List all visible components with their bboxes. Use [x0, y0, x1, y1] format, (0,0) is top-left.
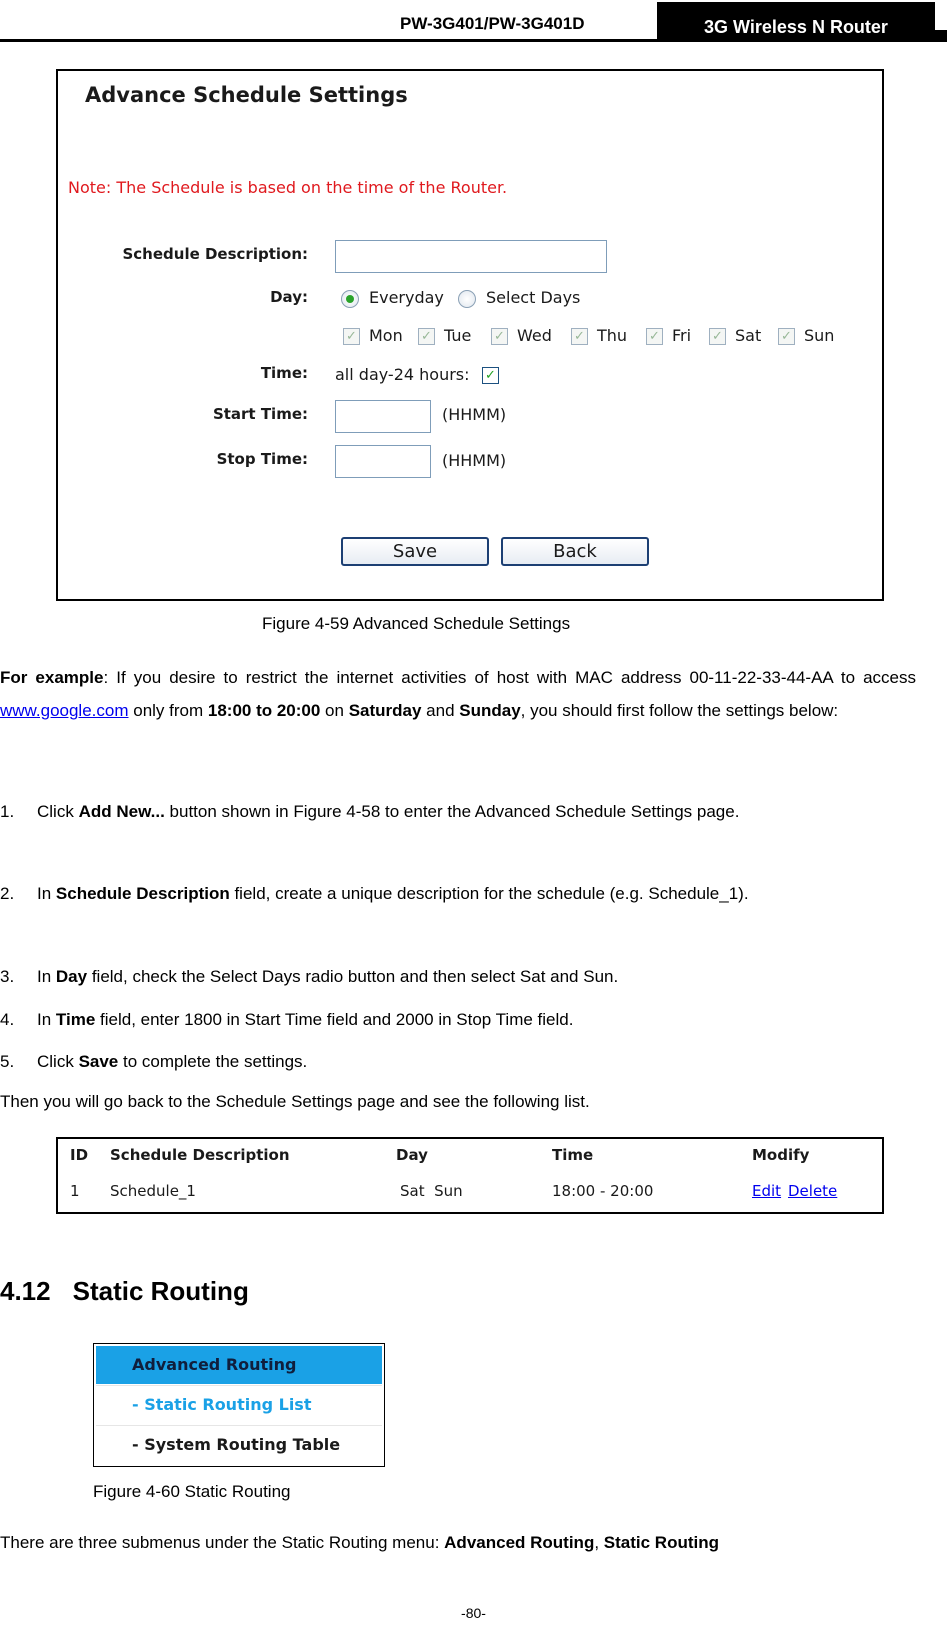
- allday-checkbox[interactable]: ✓: [482, 367, 499, 384]
- step-2-number: 2.: [0, 884, 15, 903]
- fri-label: Fri: [672, 326, 692, 345]
- example-paragraph: For example: If you desire to restrict the internet activities of host with MAC address 00-11-22-33-44-AA to access www.google.com only from 18:00 to 20:00 on Saturday and Sunday, you should first follow the settings below:: [0, 668, 916, 720]
- menu-advanced-routing[interactable]: Advanced Routing: [96, 1346, 382, 1384]
- closing-paragraph: There are three submenus under the Static Routing menu: Advanced Routing, Static Routing: [0, 1533, 719, 1552]
- mon-checkbox[interactable]: ✓: [343, 328, 360, 345]
- back-button[interactable]: Back: [501, 537, 649, 566]
- start-time-input[interactable]: [335, 400, 431, 433]
- label-time: Time:: [260, 364, 308, 382]
- everyday-radio[interactable]: [341, 290, 359, 308]
- schedule-list-table: [56, 1137, 884, 1214]
- tue-label: Tue: [444, 326, 472, 345]
- row-id: 1: [70, 1182, 80, 1200]
- sun-label: Sun: [804, 326, 835, 345]
- figure-4-59-caption: Figure 4-59 Advanced Schedule Settings: [262, 614, 571, 633]
- row-time: 18:00 - 20:00: [552, 1182, 654, 1200]
- figure-4-60-caption: Figure 4-60 Static Routing: [93, 1482, 291, 1501]
- header-notch: [930, 30, 947, 42]
- menu-system-routing-table[interactable]: - System Routing Table: [132, 1435, 341, 1454]
- header-rule: [0, 39, 947, 42]
- step-3-number: 3.: [0, 967, 15, 986]
- schedule-note: Note: The Schedule is based on the time of the Router.: [68, 178, 508, 197]
- header-product-tab: 3G Wireless N Router: [657, 2, 935, 40]
- step-2-text: In Schedule Description field, create a unique description for the schedule (e.g. Schedule_1).: [37, 884, 749, 903]
- section-heading: 4.12 Static Routing: [0, 1276, 249, 1306]
- schedule-settings-panel: [56, 69, 884, 601]
- thu-checkbox[interactable]: ✓: [571, 328, 588, 345]
- col-id-header: ID: [70, 1146, 89, 1164]
- allday-label: all day-24 hours:: [335, 365, 470, 384]
- col-time-header: Time: [552, 1146, 594, 1164]
- step-4-text: In Time field, enter 1800 in Start Time field and 2000 in Stop Time field.: [37, 1010, 574, 1029]
- label-start-time: Start Time:: [212, 405, 308, 423]
- thu-label: Thu: [597, 326, 628, 345]
- col-modify-header: Modify: [752, 1146, 810, 1164]
- mon-label: Mon: [369, 326, 403, 345]
- example-lead: For example: [0, 668, 104, 687]
- fri-checkbox[interactable]: ✓: [646, 328, 663, 345]
- step-4-number: 4.: [0, 1010, 15, 1029]
- row-day: Sat Sun: [400, 1182, 463, 1200]
- sat-label: Sat: [735, 326, 762, 345]
- panel-title: Advance Schedule Settings: [85, 83, 408, 107]
- label-stop-time: Stop Time:: [216, 450, 308, 468]
- start-hhmm-hint: (HHMM): [442, 405, 507, 424]
- delete-link[interactable]: Delete: [788, 1182, 838, 1200]
- edit-link[interactable]: Edit: [752, 1182, 782, 1200]
- page-number: -80-: [461, 1605, 486, 1621]
- static-routing-menu: [93, 1343, 385, 1467]
- tue-checkbox[interactable]: ✓: [418, 328, 435, 345]
- everyday-label: Everyday: [369, 288, 444, 307]
- row-description: Schedule_1: [110, 1182, 196, 1200]
- wed-label: Wed: [517, 326, 552, 345]
- google-link[interactable]: www.google.com: [0, 701, 129, 720]
- menu-static-routing-list[interactable]: - Static Routing List: [132, 1395, 312, 1414]
- select-days-label: Select Days: [486, 288, 581, 307]
- save-button[interactable]: Save: [341, 537, 489, 566]
- sat-checkbox[interactable]: ✓: [709, 328, 726, 345]
- step-1-text: Click Add New... button shown in Figure 4-58 to enter the Advanced Schedule Settings page.: [37, 802, 740, 821]
- then-paragraph: Then you will go back to the Schedule Settings page and see the following list.: [0, 1092, 590, 1111]
- wed-checkbox[interactable]: ✓: [491, 328, 508, 345]
- step-5-text: Click Save to complete the settings.: [37, 1052, 308, 1071]
- step-5-number: 5.: [0, 1052, 15, 1071]
- header-model: PW-3G401/PW-3G401D: [400, 14, 585, 33]
- sun-checkbox[interactable]: ✓: [778, 328, 795, 345]
- stop-time-input[interactable]: [335, 445, 431, 478]
- stop-hhmm-hint: (HHMM): [442, 451, 507, 470]
- col-description-header: Schedule Description: [110, 1146, 290, 1164]
- label-schedule-description: Schedule Description:: [122, 245, 308, 263]
- label-day: Day:: [270, 288, 308, 306]
- step-1-number: 1.: [0, 802, 15, 821]
- step-3-text: In Day field, check the Select Days radio button and then select Sat and Sun.: [37, 967, 619, 986]
- col-day-header: Day: [396, 1146, 428, 1164]
- schedule-description-input[interactable]: [335, 240, 607, 273]
- select-days-radio[interactable]: [458, 290, 476, 308]
